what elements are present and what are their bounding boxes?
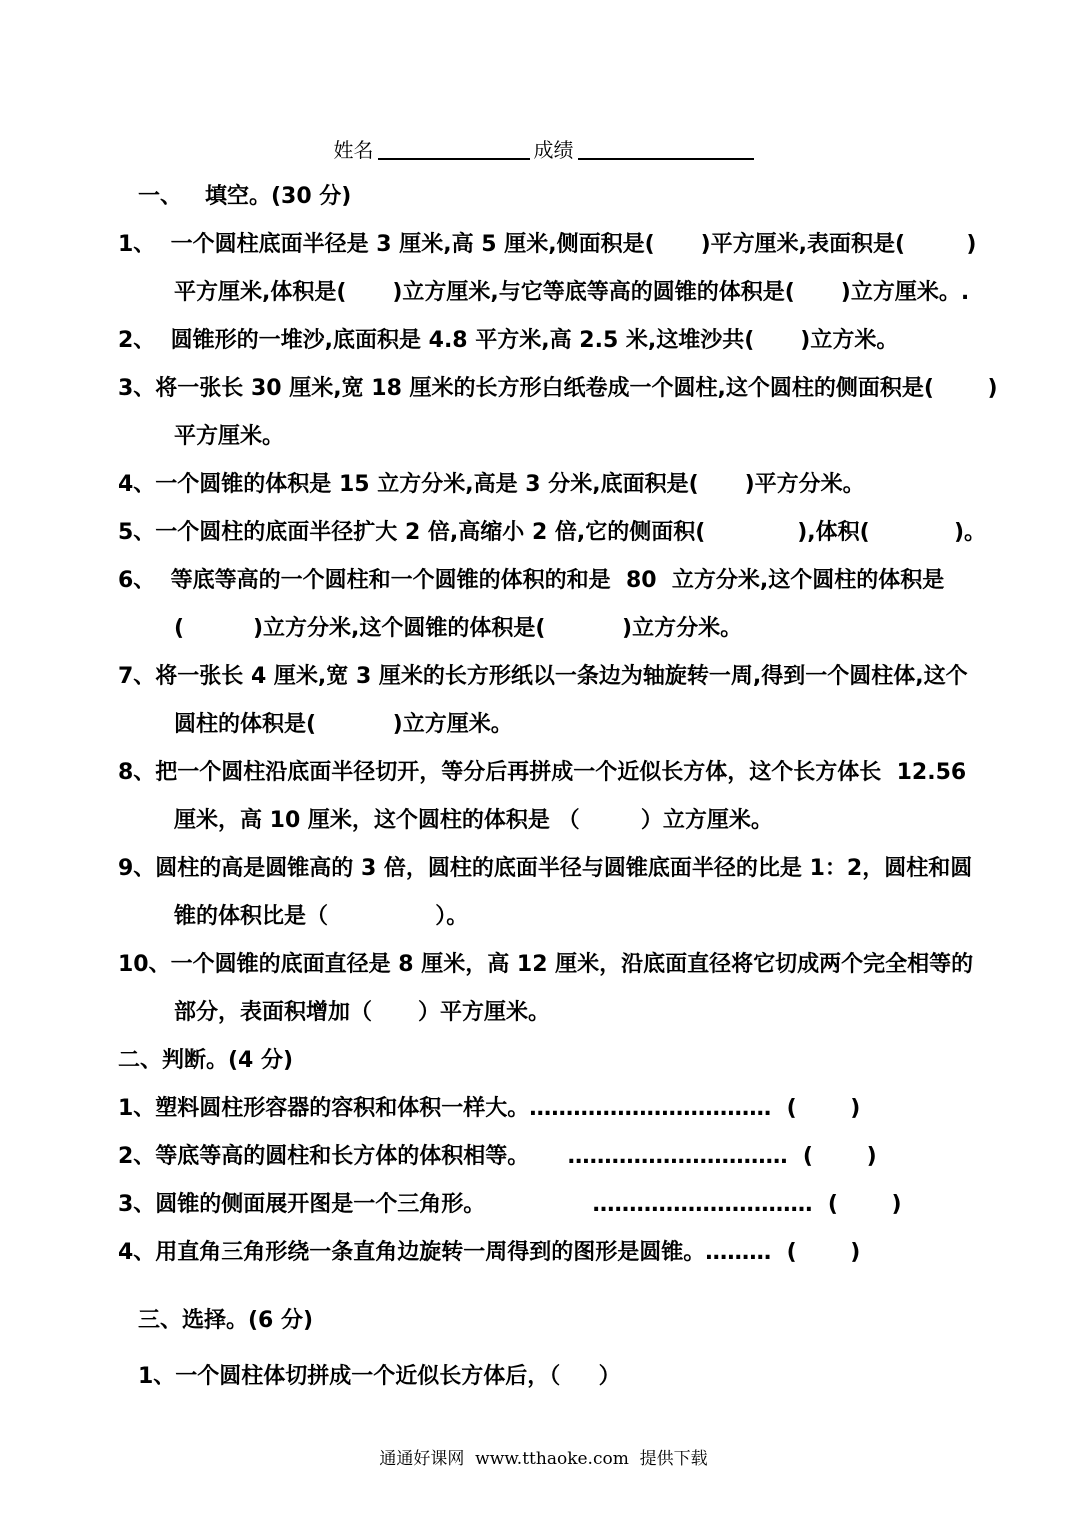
question-line: 9、圆柱的高是圆锥高的 3 倍，圆柱的底面半径与圆锥底面半径的比是 1：2，圆柱和圆 bbox=[118, 856, 973, 881]
question-line: ( )立方分米,这个圆锥的体积是( )立方分米。 bbox=[174, 616, 743, 641]
score-blank[interactable] bbox=[578, 140, 754, 160]
judge-item: 1、塑料圆柱形容器的容积和体积一样大。…………………………… ( ) bbox=[118, 1096, 861, 1121]
question-line: 厘米，高 10 厘米，这个圆柱的体积是 （ ）立方厘米。 bbox=[174, 808, 773, 833]
question-line: 4、一个圆锥的体积是 15 立方分米,高是 3 分米,底面积是( )平方分米。 bbox=[118, 472, 865, 497]
section-title-fill-blank: 一、 填空。(30 分) bbox=[138, 184, 352, 209]
score-label: 成绩 bbox=[533, 138, 574, 162]
question-line: 7、将一张长 4 厘米,宽 3 厘米的长方形纸以一条边为轴旋转一周,得到一个圆柱体,这个 bbox=[118, 664, 968, 689]
section-title-choice: 三、选择。(6 分) bbox=[138, 1308, 314, 1333]
section-title-judge: 二、判断。(4 分) bbox=[118, 1048, 294, 1073]
question-line: 6、 等底等高的一个圆柱和一个圆锥的体积的和是 80 立方分米,这个圆柱的体积是 bbox=[118, 568, 945, 593]
judge-item: 2、等底等高的圆柱和长方体的体积相等。 ………………………… ( ) bbox=[118, 1144, 877, 1169]
judge-item: 4、用直角三角形绕一条直角边旋转一周得到的图形是圆锥。……… ( ) bbox=[118, 1240, 861, 1265]
name-label: 姓名 bbox=[333, 138, 374, 162]
footer-credit: 通通好课网 www.tthaoke.com 提供下载 bbox=[379, 1449, 708, 1469]
question-line: 平方厘米,体积是( )立方厘米,与它等底等高的圆锥的体积是( )立方厘米。. bbox=[174, 280, 970, 305]
question-line: 平方厘米。 bbox=[174, 424, 285, 449]
judge-item: 3、圆锥的侧面展开图是一个三角形。 ………………………… ( ) bbox=[118, 1192, 902, 1217]
question-line: 部分，表面积增加（ ）平方厘米。 bbox=[174, 1000, 550, 1025]
question-line: 3、将一张长 30 厘米,宽 18 厘米的长方形白纸卷成一个圆柱,这个圆柱的侧面积是( ) bbox=[118, 376, 998, 401]
question-line: 1、 一个圆柱底面半径是 3 厘米,高 5 厘米,侧面积是( )平方厘米,表面积是( ) bbox=[118, 232, 977, 257]
question-line: 锥的体积比是（ ）。 bbox=[174, 904, 469, 929]
choice-item: 1、一个圆柱体切拼成一个近似长方体后，（ ） bbox=[138, 1364, 621, 1389]
question-line: 圆柱的体积是( )立方厘米。 bbox=[174, 712, 513, 737]
question-line: 8、把一个圆柱沿底面半径切开，等分后再拼成一个近似长方体，这个长方体长 12.56 bbox=[118, 760, 967, 785]
name-blank[interactable] bbox=[378, 140, 530, 160]
question-line: 2、 圆锥形的一堆沙,底面积是 4.8 平方米,高 2.5 米,这堆沙共( )立方米。 bbox=[118, 328, 899, 353]
student-info-header bbox=[0, 134, 1087, 163]
question-line: 10、一个圆锥的底面直径是 8 厘米，高 12 厘米，沿底面直径将它切成两个完全相等的 bbox=[118, 952, 974, 977]
question-line: 5、一个圆柱的底面半径扩大 2 倍,高缩小 2 倍,它的侧面积( ),体积( )。 bbox=[118, 520, 987, 545]
